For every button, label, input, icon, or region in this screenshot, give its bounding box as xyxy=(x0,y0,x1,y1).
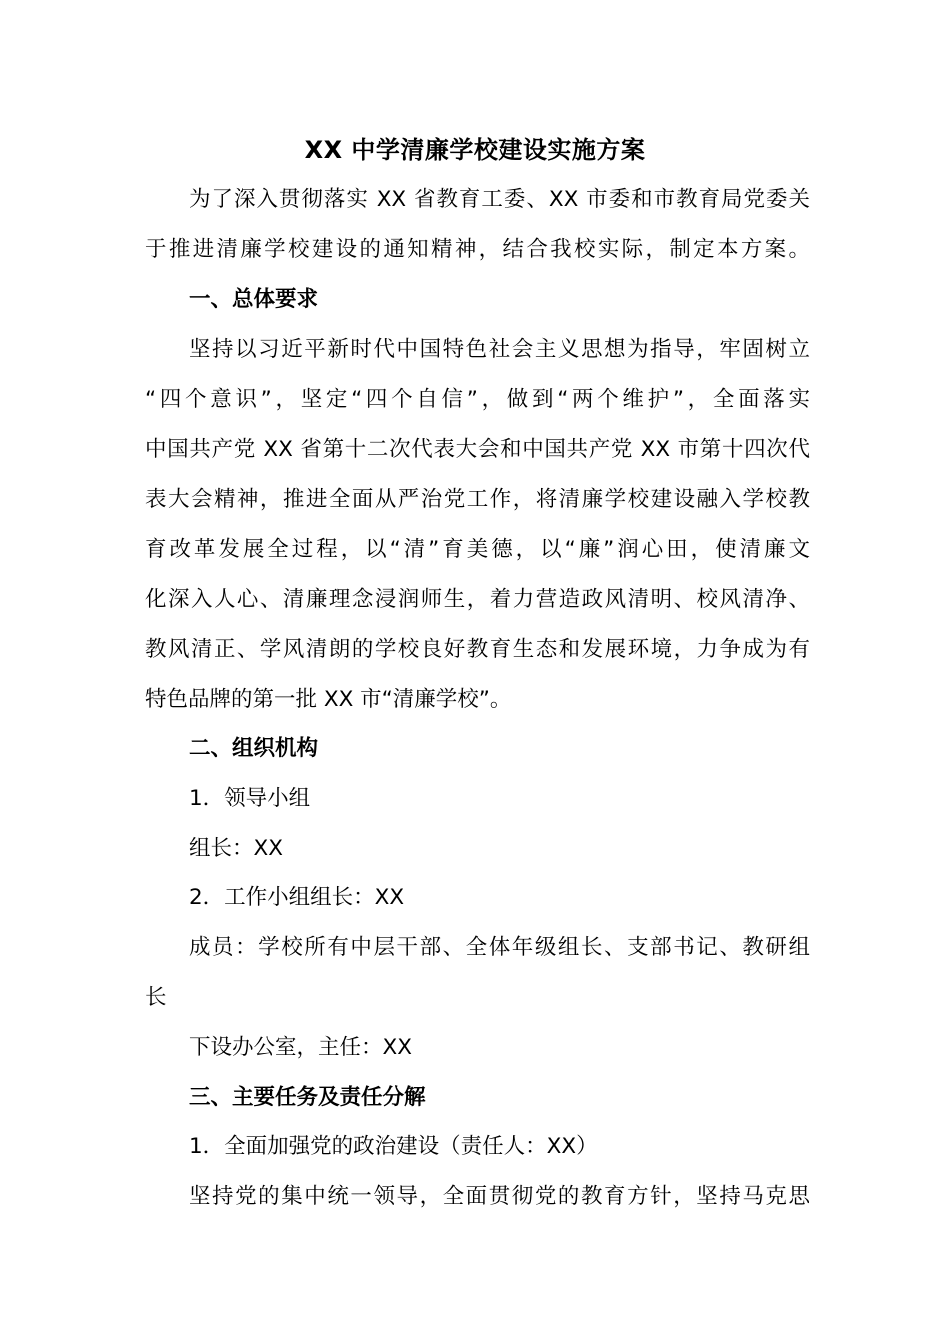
document-title: XX 中学清廉学校建设实施方案 xyxy=(304,136,646,164)
paragraph-line: 育改革发展全过程，以“清”育美德，以“廉”润心田，使清廉文 xyxy=(145,537,810,562)
paragraph-line: 成员：学校所有中层干部、全体年级组长、支部书记、教研组 xyxy=(189,935,810,960)
paragraph-line: 表大会精神，推进全面从严治党工作，将清廉学校建设融入学校教 xyxy=(145,487,810,512)
paragraph-line: 下设办公室，主任：XX xyxy=(189,1035,412,1060)
paragraph-line: 于推进清廉学校建设的通知精神，结合我校实际，制定本方案。 xyxy=(145,237,810,262)
paragraph-line: “四个意识”，坚定“四个自信”，做到“两个维护”，全面落实 xyxy=(145,387,810,412)
paragraph-line: 教风清正、学风清朗的学校良好教育生态和发展环境，力争成为有 xyxy=(145,637,810,662)
paragraph-line: 坚持党的集中统一领导，全面贯彻党的教育方针，坚持马克思 xyxy=(189,1184,810,1209)
paragraph-line: 2．工作小组组长：XX xyxy=(189,885,405,910)
paragraph-line: 长 xyxy=(145,985,167,1010)
section-heading: 二、组织机构 xyxy=(189,736,319,761)
section-heading: 一、总体要求 xyxy=(189,287,319,312)
paragraph-line: 中国共产党 XX 省第十二次代表大会和中国共产党 XX 市第十四次代 xyxy=(145,437,810,462)
paragraph-line: 特色品牌的第一批 XX 市“清廉学校”。 xyxy=(145,687,512,712)
paragraph-line: 1．全面加强党的政治建设（责任人：XX） xyxy=(189,1134,598,1159)
paragraph-line: 为了深入贯彻落实 XX 省教育工委、XX 市委和市教育局党委关 xyxy=(189,187,810,212)
paragraph-line: 1．领导小组 xyxy=(189,786,311,811)
paragraph-line: 化深入人心、清廉理念浸润师生，着力营造政风清明、校风清净、 xyxy=(145,587,810,612)
paragraph-line: 组长：XX xyxy=(189,836,283,861)
section-heading: 三、主要任务及责任分解 xyxy=(189,1085,426,1110)
paragraph-line: 坚持以习近平新时代中国特色社会主义思想为指导，牢固树立 xyxy=(189,337,810,362)
